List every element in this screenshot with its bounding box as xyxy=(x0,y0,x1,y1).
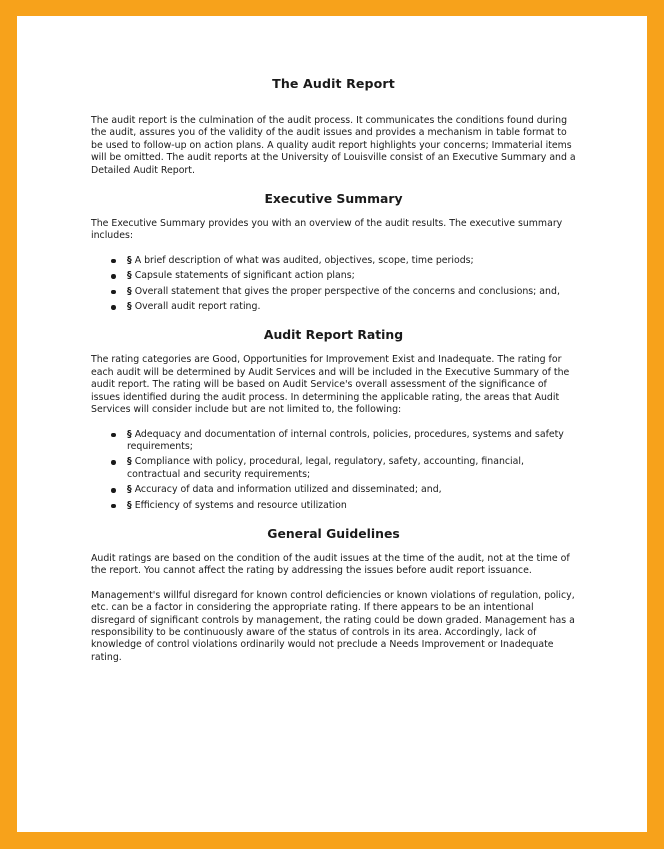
document-body xyxy=(91,76,576,664)
general-guidelines-paragraph-1: Audit ratings are based on the condition of the audit issues at the time of the audit, not at the time of the report. You cannot affect the rating by addressing the issues before audit report issuance. xyxy=(91,552,570,577)
bullet-icon xyxy=(111,290,116,295)
executive-summary-heading: Executive Summary xyxy=(264,191,403,207)
general-guidelines-heading: General Guidelines xyxy=(267,525,400,541)
list-item: § Compliance with policy, procedural, legal, regulatory, safety, accounting, financial, contractual and security requirements; xyxy=(113,456,576,481)
general-guidelines-paragraph-2: Management's willful disregard for known control deficiencies or known violations of regulation, policy, etc. can be a factor in considering the appropriate rating. If there appears to be an intentional disregard of significant controls by management, the rating could be down graded. Management has a responsibility to be continuously aware of the status of controls in its area. Accordingly, lack of knowledge of control violations ordinarily would not preclude a Needs Improvement or Inadequate rating. xyxy=(91,589,575,663)
list-item: § Overall audit report rating. xyxy=(113,301,576,313)
bullet-icon xyxy=(111,504,116,509)
list-item: § Accuracy of data and information utilized and disseminated; and, xyxy=(113,484,576,496)
document-title: The Audit Report xyxy=(272,76,395,91)
audit-report-rating-text: The rating categories are Good, Opportunities for Improvement Exist and Inadequate. The rating for each audit will be determined by Audit Services and will be included in the Executive Summary of the audit report. The rating will be based on Audit Service's overall assessment of the significance of issues identified during the audit process. In determining the applicable rating, the areas that Audit Services will consider include but are not limited to, the following: xyxy=(91,354,570,416)
bullet-icon xyxy=(111,488,116,493)
section-mark: § xyxy=(127,270,132,282)
list-item: § Capsule statements of significant action plans; xyxy=(113,270,576,282)
list-item: § Adequacy and documentation of internal controls, policies, procedures, systems and safety requirements; xyxy=(113,429,576,454)
list-item: § Efficiency of systems and resource utilization xyxy=(113,500,576,512)
bullet-icon xyxy=(111,305,116,310)
bullet-icon xyxy=(111,274,116,279)
document-page xyxy=(17,16,647,832)
list-item: § A brief description of what was audited, objectives, scope, time periods; xyxy=(113,255,576,267)
intro-paragraph: The audit report is the culmination of the audit process. It communicates the conditions found during the audit, assures you of the validity of the audit issues and provides a mechanism in table format to be used to follow-up on action plans. A quality audit report highlights your concerns; Immaterial items will be omitted. The audit reports at the University of Louisville consist of an Executive Summary and a Detailed Audit Report. xyxy=(91,115,576,176)
bullet-icon xyxy=(111,433,116,438)
section-mark: § xyxy=(127,428,132,440)
section-mark: § xyxy=(127,254,132,266)
audit-report-rating-heading: Audit Report Rating xyxy=(263,327,404,343)
audit-report-rating-list xyxy=(91,429,576,512)
section-mark: § xyxy=(127,301,132,313)
executive-summary-list xyxy=(91,255,576,314)
section-mark: § xyxy=(127,285,132,297)
bullet-icon xyxy=(111,460,116,465)
section-mark: § xyxy=(127,499,132,511)
section-mark: § xyxy=(127,456,132,468)
section-mark: § xyxy=(127,484,132,496)
list-item: § Overall statement that gives the proper perspective of the concerns and conclusions; and, xyxy=(113,286,576,298)
bullet-icon xyxy=(111,259,116,264)
executive-summary-text: The Executive Summary provides you with an overview of the audit results. The executive summary includes: xyxy=(91,218,563,242)
